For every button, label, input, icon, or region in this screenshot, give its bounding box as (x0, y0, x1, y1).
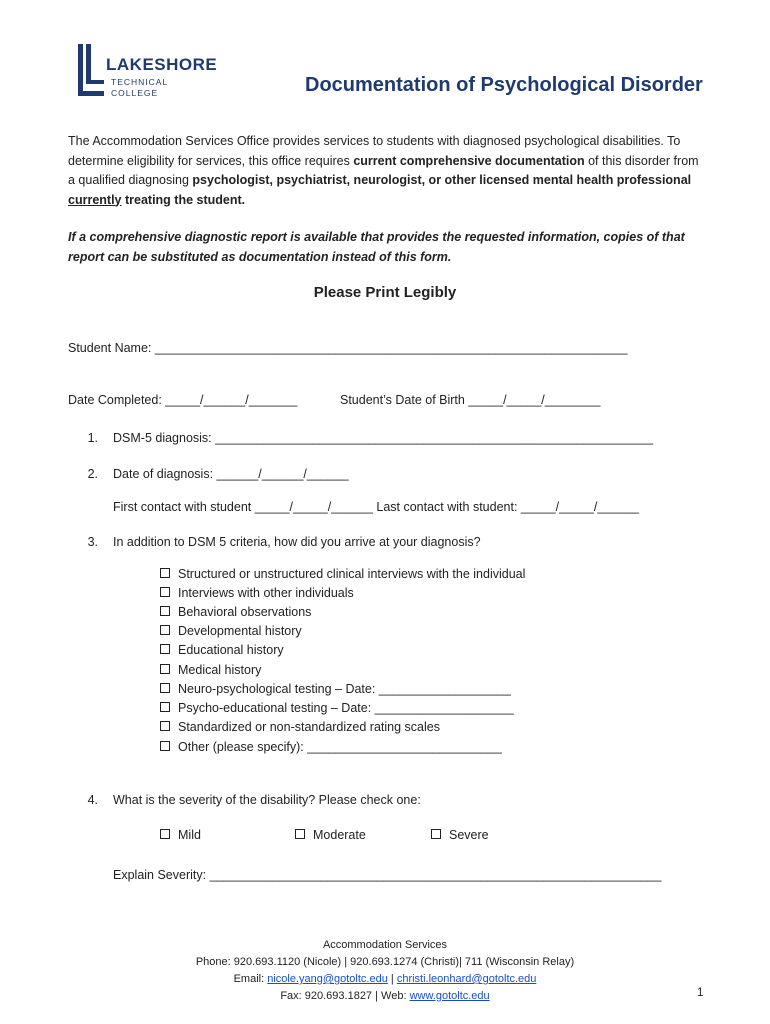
checkbox-icon[interactable] (160, 664, 170, 674)
checkbox-item[interactable]: Educational history (160, 641, 284, 660)
logo-text-lakeshore: LAKESHORE (106, 55, 218, 74)
question-3-text: In addition to DSM 5 criteria, how did you arrive at your diagnosis? (113, 535, 481, 549)
contact-dates-field[interactable]: First contact with student _____/_____/______ Last contact with student: _____/_____/______ (113, 500, 640, 514)
checkbox-item[interactable]: Developmental history (160, 622, 302, 641)
email-link-christi[interactable]: christi.leonhard@gotoltc.edu (396, 973, 537, 985)
college-logo (78, 44, 218, 100)
severity-moderate-option[interactable]: Moderate (295, 826, 366, 845)
question-2-number: 2. (87, 467, 98, 481)
question-3-number: 3. (87, 535, 98, 549)
checkbox-icon[interactable] (160, 741, 170, 751)
checkbox-icon[interactable] (160, 587, 170, 597)
report-substitution-note: If a comprehensive diagnostic report is available that provides the requested information, copies of that report can be substituted as documentation instead of this form. (68, 230, 685, 264)
checkbox-icon[interactable] (160, 702, 170, 712)
question-1-number: 1. (87, 431, 98, 445)
document-title: Documentation of Psychological Disorder (305, 74, 703, 96)
footer-phone: Phone: 920.693.1120 (Nicole) | 920.693.1274 (Christi)| 711 (Wisconsin Relay) (195, 956, 575, 968)
checkbox-item[interactable]: Other (please specify): ____________________________ (160, 738, 502, 757)
print-legibly-heading: Please Print Legibly (313, 284, 457, 301)
checkbox-item[interactable]: Standardized or non-standardized rating scales (160, 718, 440, 737)
page-number: 1 (697, 987, 704, 999)
date-of-diagnosis-field[interactable]: Date of diagnosis: ______/______/______ (113, 467, 349, 481)
footer (0, 937, 770, 1005)
email-link-nicole[interactable]: nicole.yang@gotoltc.edu (267, 973, 388, 985)
checkbox-item[interactable]: Interviews with other individuals (160, 584, 354, 603)
checkbox-icon[interactable] (160, 644, 170, 654)
question-4-text: What is the severity of the disability? Please check one: (113, 793, 421, 807)
checkbox-icon[interactable] (160, 721, 170, 731)
checkbox-item[interactable]: Structured or unstructured clinical interviews with the individual (160, 565, 525, 584)
severity-mild-option[interactable]: Mild (160, 826, 201, 845)
checkbox-icon[interactable] (160, 568, 170, 578)
checkbox-item[interactable]: Behavioral observations (160, 603, 311, 622)
explain-severity-field[interactable]: Explain Severity: _________________________________________________________________ (113, 868, 662, 882)
date-completed-field[interactable]: Date Completed: _____/______/_______ (68, 393, 298, 407)
checkbox-icon[interactable] (295, 829, 305, 839)
logo-text-technical-college: TECHNICAL COLLEGE (111, 77, 169, 98)
checkbox-icon[interactable] (160, 829, 170, 839)
footer-office-name: Accommodation Services (322, 939, 448, 951)
dsm5-diagnosis-field[interactable]: DSM-5 diagnosis: _______________________________________________________________ (113, 431, 654, 445)
checkbox-item[interactable]: Medical history (160, 661, 261, 680)
checkbox-item[interactable]: Neuro-psychological testing – Date: ___________________ (160, 680, 511, 699)
severity-severe-option[interactable]: Severe (431, 826, 489, 845)
checkbox-icon[interactable] (160, 625, 170, 635)
checkbox-icon[interactable] (160, 606, 170, 616)
checkbox-icon[interactable] (160, 683, 170, 693)
checkbox-item[interactable]: Psycho-educational testing – Date: ____________________ (160, 699, 514, 718)
intro-paragraph: The Accommodation Services Office provides services to students with diagnosed psychological disabilities. To determine eligibility for services, this office requires current comprehensive documentation of this disorder from a qualified diagnosing psychologist, psychiatrist, neurologist, or other licensed mental health professional currently treating the student. (68, 134, 699, 207)
footer-fax-web: Fax: 920.693.1827 | Web: www.gotoltc.edu (280, 990, 490, 1002)
checkbox-icon[interactable] (431, 829, 441, 839)
question-4-number: 4. (87, 793, 98, 807)
student-name-field[interactable]: Student Name: ____________________________________________________________________ (68, 341, 628, 355)
logo-mark-icon (78, 44, 104, 96)
website-link[interactable]: www.gotoltc.edu (409, 990, 490, 1002)
footer-email: Email: nicole.yang@gotoltc.edu | christi.leonhard@gotoltc.edu (233, 973, 537, 985)
date-of-birth-field[interactable]: Student’s Date of Birth _____/_____/________ (340, 393, 601, 407)
